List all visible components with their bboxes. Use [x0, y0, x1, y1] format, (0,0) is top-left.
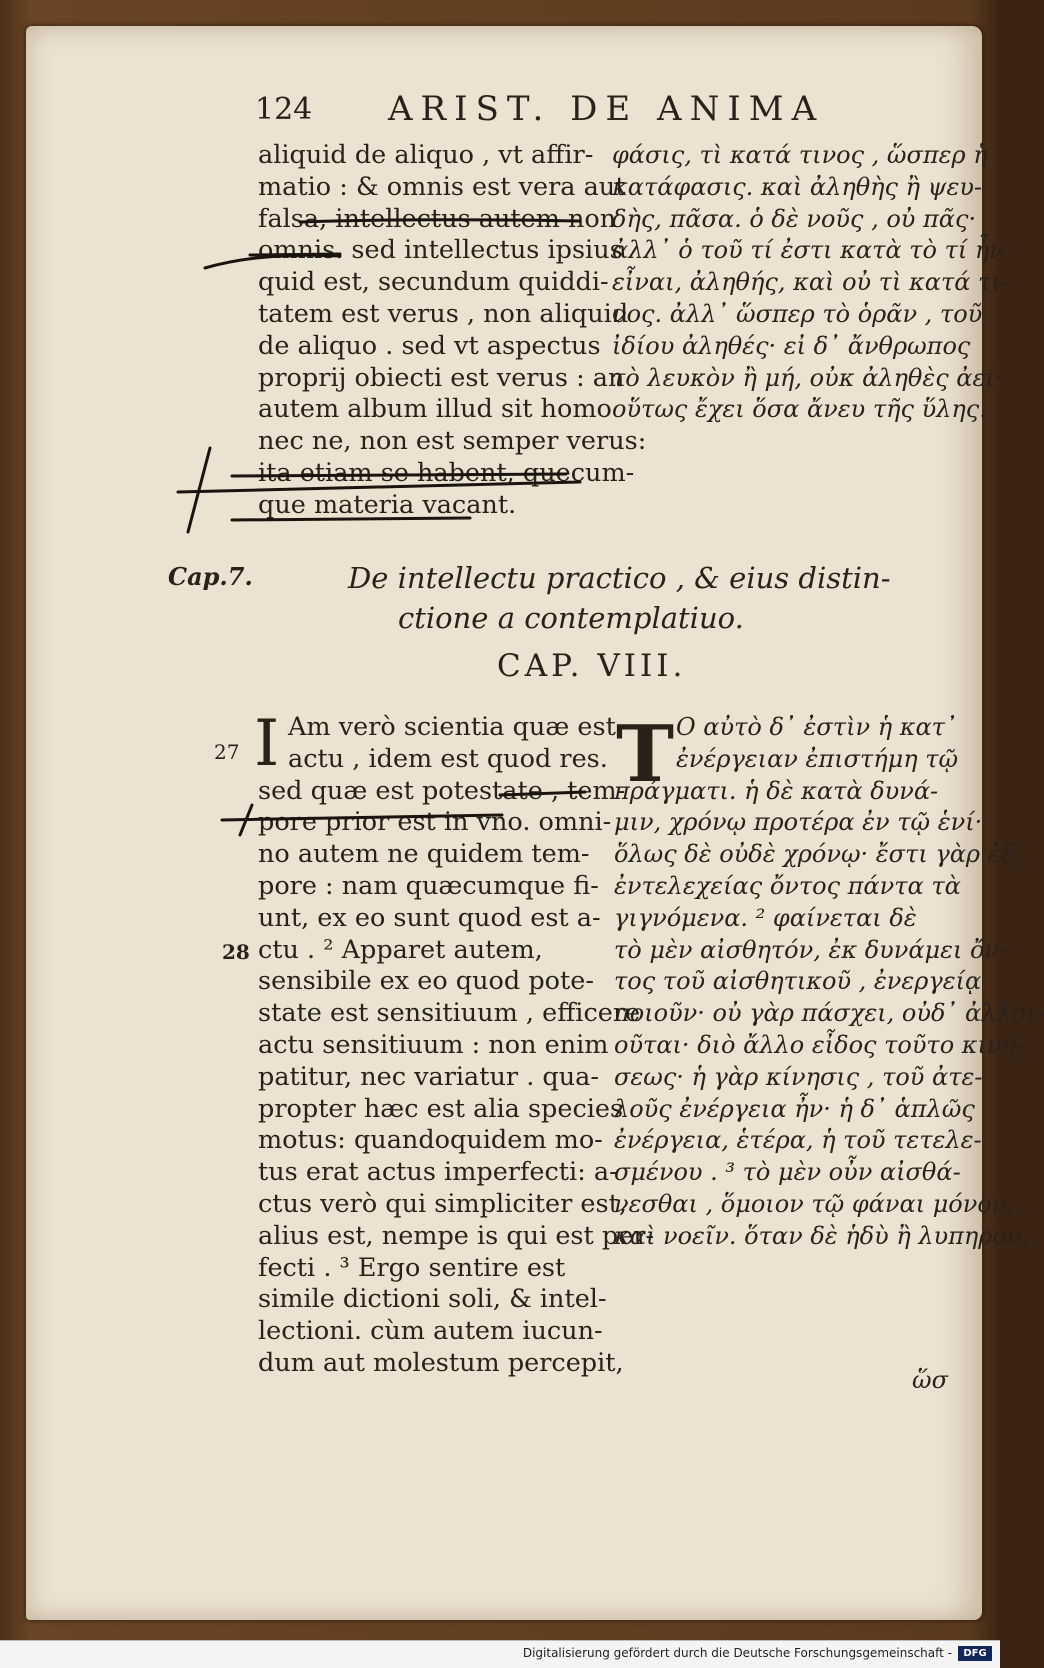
chapter-title-line-1: De intellectu practico , & eius distin-	[348, 561, 891, 595]
strike-mark	[222, 815, 502, 820]
latin-text-line: autem album illud sit homo	[258, 394, 612, 425]
latin-text-line: quid est, secundum quiddi-	[258, 267, 609, 298]
latin-text-line: pore : nam quæcumque fi-	[258, 870, 599, 901]
latin-text-line: actu sensitiuum : non enim	[258, 1029, 609, 1060]
greek-text-line: καὶ νοεῖν. ὅταν δὲ ἡδὺ ἢ λυπηρόν,	[614, 1221, 1030, 1250]
chapter-title-line-2: ctione a contemplatiuo.	[398, 601, 744, 635]
latin-text-line: unt, ex eo sunt quod est a-	[258, 902, 601, 933]
greek-text-line: φάσις, τὶ κατά τινος , ὥσπερ ἡ	[612, 141, 988, 169]
greek-text-line: σμένου . ³ τὸ μὲν οὖν αἰσθά-	[614, 1158, 961, 1187]
latin-text-line: aliquid de aliquo , vt affir-	[258, 140, 594, 170]
footer-credit: Digitalisierung gefördert durch die Deutsche Forschungsgemeinschaft -	[522, 1646, 952, 1660]
greek-text-line: ἐντελεχείας ὄντος πάντα τὰ	[614, 871, 961, 900]
underline-mark	[232, 518, 470, 520]
greek-drop-cap-letter: Τ	[616, 709, 675, 800]
latin-text-line: no autem ne quidem tem-	[258, 839, 590, 870]
latin-text-line: actu , idem est quod res.	[288, 743, 608, 774]
latin-text-line: state est sensitiuum , efficere	[258, 998, 641, 1029]
latin-text-line: tatem est verus , non aliquid	[258, 298, 629, 329]
footer-bar	[0, 1640, 1000, 1668]
greek-text-line: οῦται· διὸ ἄλλο εἶδος τοῦτο κινή-	[614, 1030, 1024, 1059]
greek-text-line: μιν, χρόνῳ προτέρα ἐν τῷ ἑνί·	[614, 808, 983, 837]
greek-text-line: οὕτως ἔχει ὅσα ἄνευ τῆς ὕλης.	[612, 395, 987, 424]
greek-text-line: ἐνέργειαν ἐπιστήμη τῷ	[676, 744, 959, 773]
latin-text-line: dum aut molestum percepit,	[258, 1347, 624, 1378]
greek-text-line: σεως· ἡ γὰρ κίνησις , τοῦ ἀτε-	[614, 1062, 983, 1091]
latin-text-line: propter hæc est alia species	[258, 1093, 624, 1124]
running-title: ARIST. DE ANIMA	[388, 89, 825, 129]
latin-text-line: motus: quandoquidem mo-	[258, 1125, 603, 1156]
latin-text-line: omnis. sed intellectus ipsius	[258, 235, 623, 266]
greek-text-line: τὸ λευκὸν ἢ μή, οὐκ ἀληθὲς ἀεί·	[612, 363, 1003, 392]
greek-text-line: τος τοῦ αἰσθητικοῦ , ἐνεργείᾳ	[614, 967, 982, 996]
latin-text-line: sensibile ex eo quod pote-	[258, 966, 594, 997]
latin-text-line: ctu . ² Apparet autem,	[258, 934, 543, 965]
latin-text-line: proprij obiecti est verus : an	[258, 362, 625, 393]
underline-mark	[250, 254, 340, 255]
margin-number-28: 28	[222, 940, 250, 964]
greek-text-line: γιγνόμενα. ² φαίνεται δὲ	[614, 903, 917, 932]
greek-text-line: ποιοῦν· οὐ γὰρ πάσχει, οὐδ᾽ ἀλλοι-	[614, 999, 1044, 1028]
catchword: ὥσ	[912, 1366, 948, 1394]
greek-text-line: κατάφασις. καὶ ἀληθὴς ἢ ψευ-	[612, 172, 983, 201]
greek-text-line: νος. ἀλλ᾽ ὥσπερ τὸ ὁρᾶν , τοῦ	[612, 299, 983, 328]
latin-text-line: simile dictioni soli, & intel-	[258, 1284, 607, 1315]
latin-text-line: falsa, intellectus autem non	[258, 203, 617, 234]
greek-text-line: Ο αὐτὸ δ᾽ ἐστὶν ἡ κατ᾽	[676, 713, 957, 741]
greek-text-line: λοῦς ἐνέργεια ἦν· ἡ δ᾽ ἁπλῶς	[614, 1094, 975, 1123]
latin-text-line: sed quæ est potestate , tem-	[258, 775, 626, 806]
latin-text-line: patitur, nec variatur . qua-	[258, 1061, 600, 1092]
latin-text-line: de aliquo . sed vt aspectus	[258, 330, 601, 361]
latin-drop-cap-letter: I	[254, 707, 280, 781]
greek-text-line: δὴς, πᾶσα. ὁ δὲ νοῦς , οὐ πᾶς·	[612, 204, 977, 233]
dfg-logo: DFG	[958, 1646, 992, 1661]
latin-text-line: Am verò scientia quæ est	[288, 712, 616, 742]
greek-text-line: νεσθαι , ὅμοιον τῷ φάναι μόνον,	[614, 1189, 1015, 1218]
underline-mark	[300, 220, 580, 222]
latin-text-line: pore prior est in vno. omni-	[258, 807, 612, 838]
greek-text-line: ἐνέργεια, ἑτέρα, ἡ τοῦ τετελε-	[614, 1126, 982, 1155]
greek-text-line: ἰδίου ἀληθές· εἰ δ᾽ ἄνθρωπος	[612, 331, 971, 360]
chapter-number: CAP. VIII.	[497, 648, 687, 684]
greek-text-line: ἀλλ᾽ ὁ τοῦ τί ἐστι κατὰ τὸ τί ἦν	[612, 236, 1004, 265]
greek-text-line: ὅλως δὲ οὐδὲ χρόνῳ· ἔστι γὰρ ἐξ	[614, 840, 1014, 869]
greek-text-line: τὸ μὲν αἰσθητόν, ἐκ δυνάμει ὄν-	[614, 935, 1008, 964]
greek-text-line: πράγματι. ἡ δὲ κατὰ δυνά-	[614, 776, 939, 805]
greek-text-line: εἶναι, ἀληθής, καὶ οὐ τὶ κατά τι-	[612, 268, 1009, 297]
latin-text-line: lectioni. cùm autem iucun-	[258, 1316, 603, 1347]
latin-text-line: ita etiam se habent, quecum-	[258, 457, 635, 488]
margin-number-27: 27	[214, 740, 240, 764]
underline-mark	[500, 792, 585, 795]
latin-text-line: fecti . ³ Ergo sentire est	[258, 1252, 566, 1283]
strike-mark	[232, 474, 566, 476]
latin-text-line: matio : & omnis est vera aut	[258, 171, 626, 202]
strike-mark	[178, 482, 580, 492]
page-number: 124	[255, 92, 313, 127]
chapter-margin-label: Cap.7.	[168, 562, 253, 591]
latin-text-line: alius est, nempe is qui est per-	[258, 1220, 655, 1251]
strike-mark	[205, 255, 340, 268]
latin-text-line: que materia vacant.	[258, 489, 517, 520]
latin-text-line: ctus verò qui simpliciter est,	[258, 1188, 627, 1219]
latin-text-line: tus erat actus imperfecti: a-	[258, 1157, 618, 1188]
latin-text-line: nec ne, non est semper verus:	[258, 426, 647, 457]
